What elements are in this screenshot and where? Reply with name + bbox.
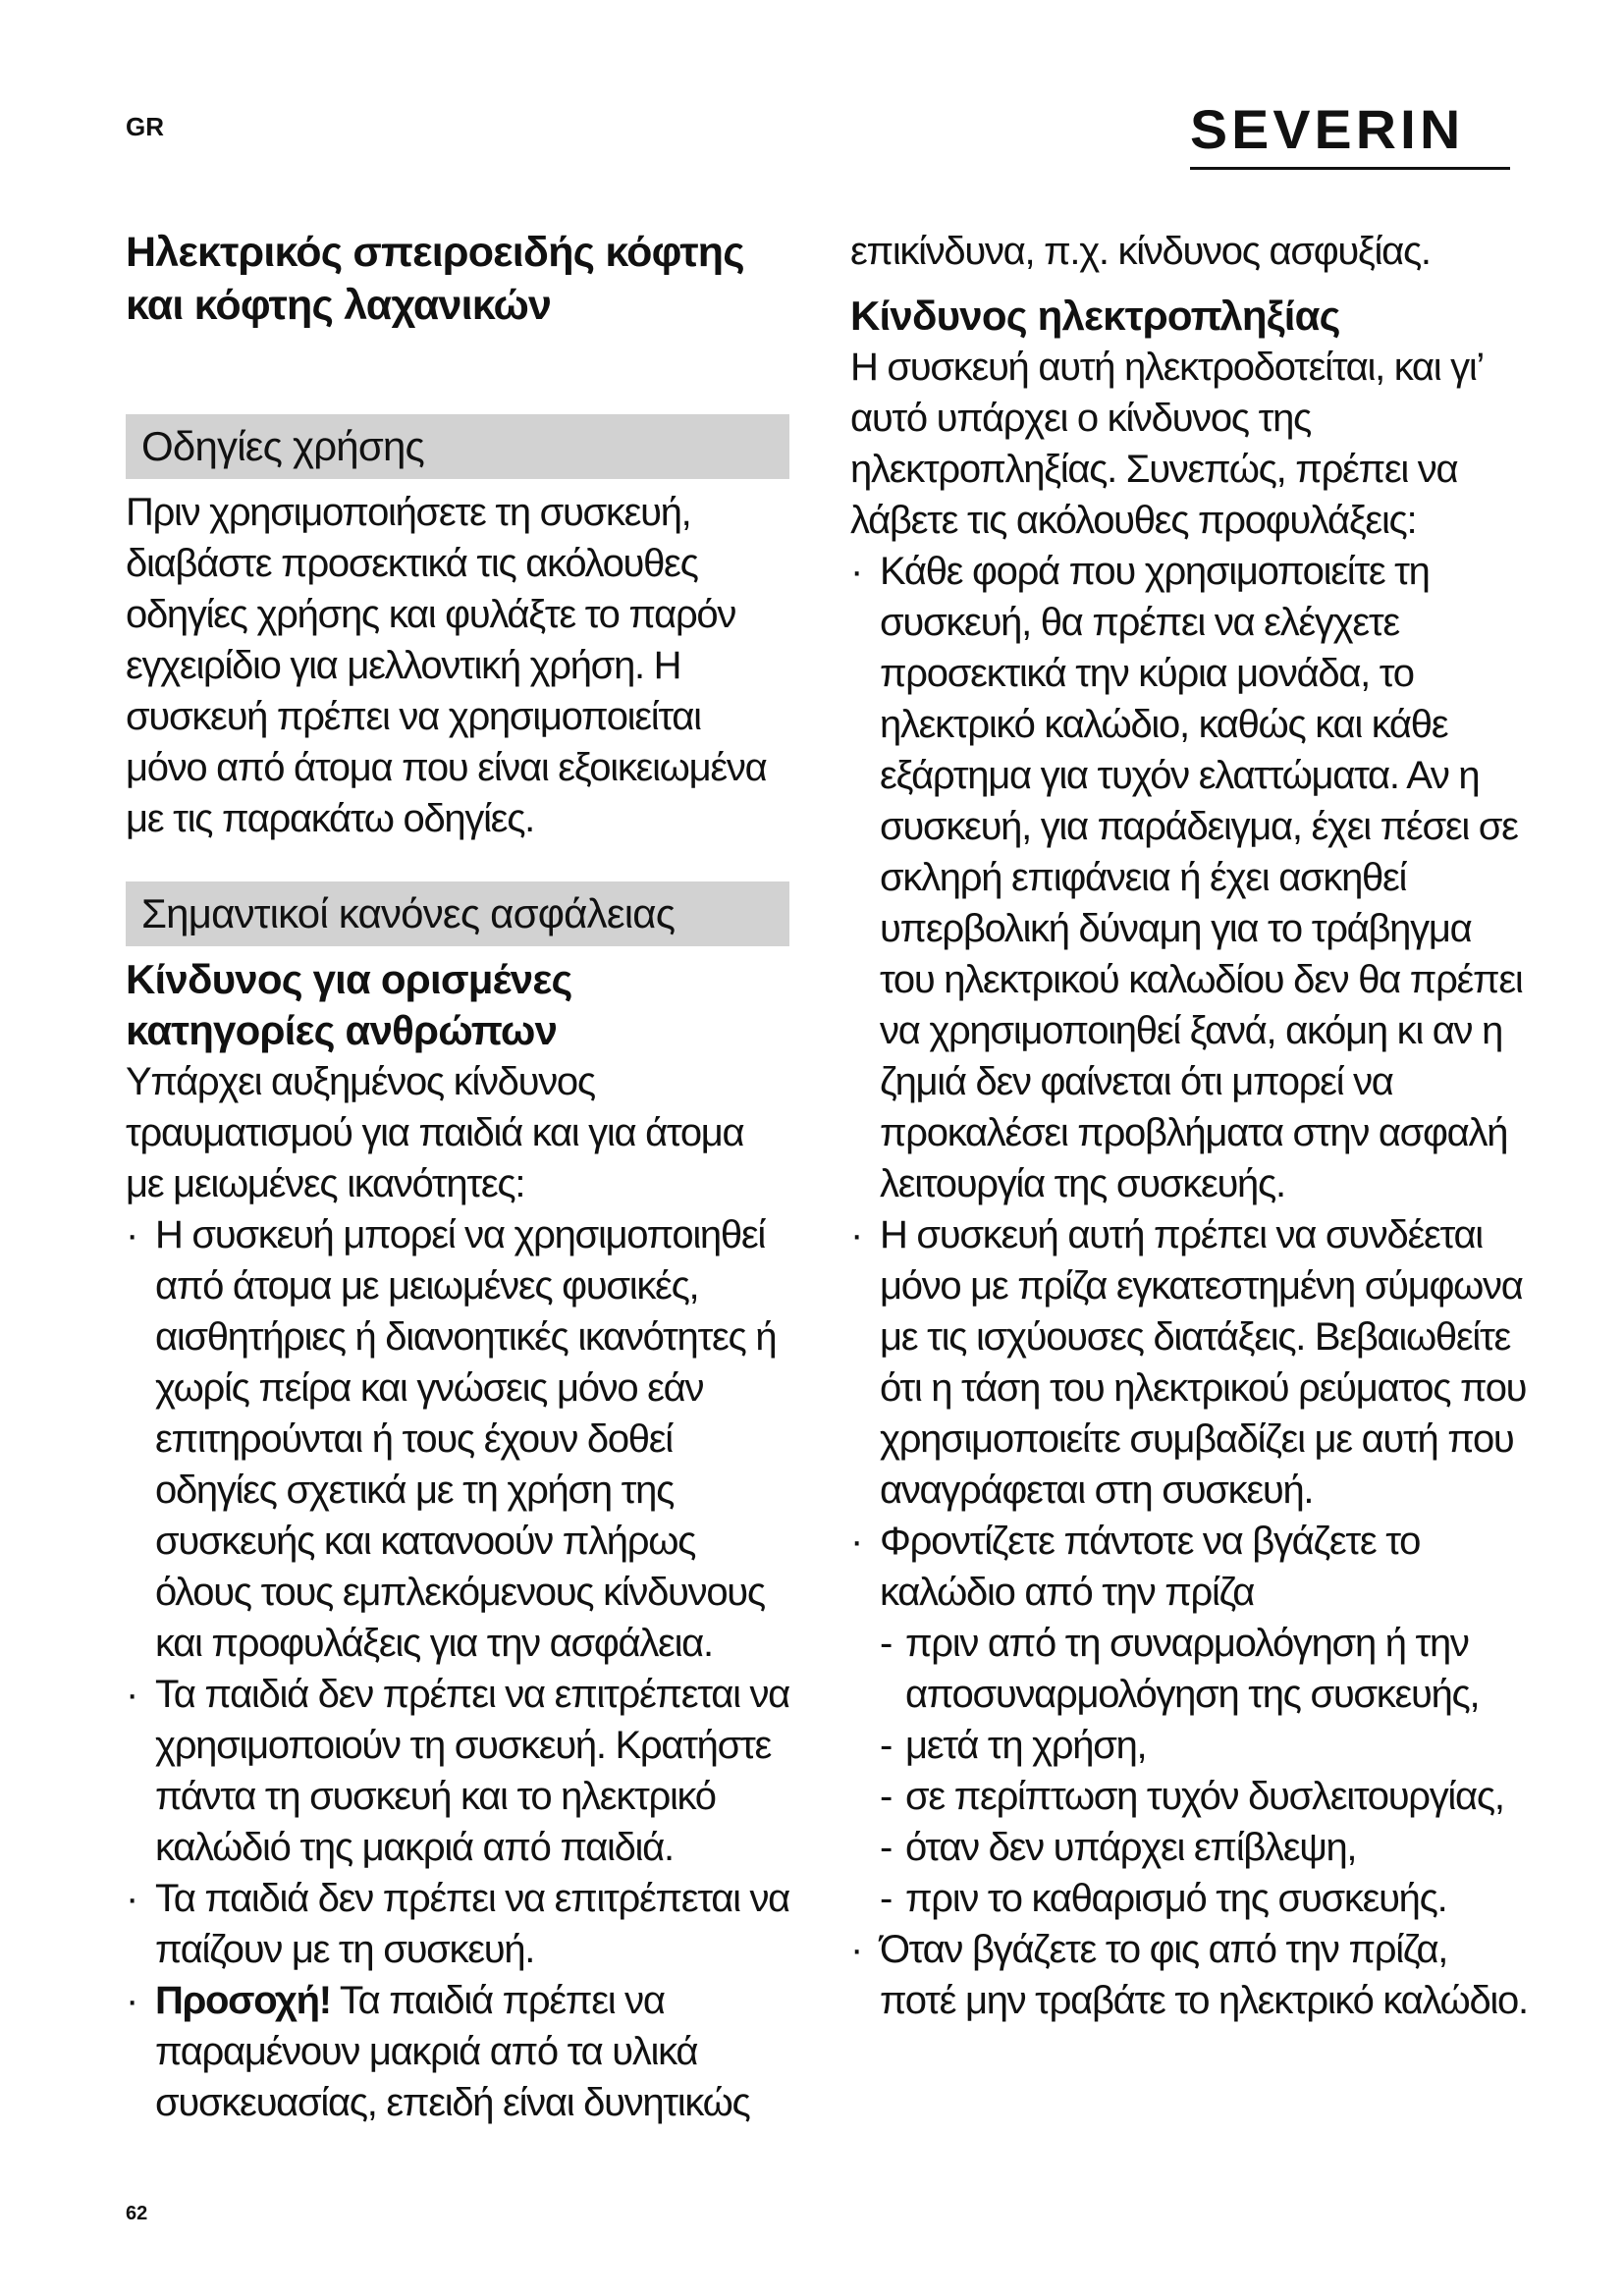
caution-label: Προσοχή!: [155, 1979, 331, 2022]
right-column: [850, 226, 1528, 2026]
bullet-marker: ·: [850, 1213, 863, 1256]
list-item: [880, 1618, 1528, 1720]
list-item: [850, 1209, 1528, 1516]
continuation-text: επικίνδυνα, π.χ. κίνδυνος ασφυξίας.: [850, 230, 1431, 273]
title-line-2: και κόφτης λαχανικών: [126, 282, 552, 329]
list-item-text: Φροντίζετε πάντοτε να βγάζετε το καλώδιο από την πρίζα: [880, 1520, 1421, 1614]
section-heading-instructions: Οδηγίες χρήσης: [126, 414, 789, 479]
title-line-1: Ηλεκτρικός σπειροειδής κόφτης: [126, 229, 744, 276]
list-item: [880, 1720, 1528, 1771]
brand-logo: [1190, 98, 1510, 169]
dash-marker: -: [880, 1826, 893, 1869]
dash-marker: -: [880, 1877, 893, 1920]
brand-name: SEVERIN: [1190, 98, 1465, 160]
document-title: [126, 226, 789, 332]
subheading-risk-groups: Κίνδυνος για ορισμένες κατηγορίες ανθρώπων: [126, 956, 572, 1053]
dash-marker: -: [880, 1775, 893, 1818]
list-item-text: Όταν βγάζετε το φις από την πρίζα, ποτέ μην τραβάτε το ηλεκτρικό καλώδιο.: [880, 1928, 1528, 2022]
intro-paragraph: Πριν χρησιμοποιήσετε τη συσκευή, διαβάστε προσεκτικά τις ακόλουθες οδηγίες χρήσης και φυλάξτε το παρόν εγχειρίδιο για μελλοντική χρήση. Η συσκευή πρέπει να χρησιμοποιείται μόνο από άτομα που είναι εξοικειωμένα με τις παρακάτω οδηγίες.: [126, 491, 767, 840]
subheading-electric-shock: Κίνδυνος ηλεκτροπληξίας: [850, 293, 1340, 339]
safety-bullet-list: [126, 1209, 789, 2128]
bullet-marker: ·: [850, 550, 863, 593]
electric-intro-paragraph: Η συσκευή αυτή ηλεκτροδοτείται, και γι’ αυτό υπάρχει ο κίνδυνος της ηλεκτροπληξίας. Συνεπώς, πρέπει να λάβετε τις ακόλουθες προφυλάξεις:: [850, 346, 1483, 542]
list-item: [880, 1771, 1528, 1822]
bullet-marker: ·: [126, 1673, 138, 1716]
list-item-text: Η συσκευή αυτή πρέπει να συνδέεται μόνο με πρίζα εγκατεστημένη σύμφωνα με τις ισχύουσες διατάξεις. Βεβαιωθείτε ότι η τάση του ηλεκτρικού ρεύματος που χρησιμοποιείτε συμβαδίζει με αυτή που αναγράφεται στη συσκευή.: [880, 1213, 1527, 1512]
list-item: [126, 1975, 789, 2128]
list-item-text: Τα παιδιά δεν πρέπει να επιτρέπεται να χρησιμοποιούν τη συσκευή. Κρατήστε πάντα τη συσκευή και το ηλεκτρικό καλώδιό της μακριά από παιδιά.: [155, 1673, 789, 1869]
bullet-marker: ·: [850, 1520, 863, 1563]
caution-text: Τα παιδιά πρέπει να παραμένουν μακριά από τα υλικά συσκευασίας, επειδή είναι δυνητικώς: [155, 1979, 750, 2124]
list-item-text: μετά τη χρήση,: [905, 1724, 1147, 1767]
page-number: 62: [126, 2203, 148, 2224]
list-item: [850, 546, 1528, 1209]
language-code: GR: [126, 112, 164, 141]
bullet-marker: ·: [850, 1928, 863, 1971]
unplug-conditions-list: [880, 1618, 1528, 1924]
list-item: [126, 1209, 789, 1669]
list-item-text: όταν δεν υπάρχει επίβλεψη,: [905, 1826, 1357, 1869]
dash-marker: -: [880, 1724, 893, 1767]
list-item: [126, 1873, 789, 1975]
list-item: [880, 1873, 1528, 1924]
risk-paragraph: Υπάρχει αυξημένος κίνδυνος τραυματισμού για παιδιά και για άτομα με μειωμένες ικανότητες:: [126, 1060, 744, 1205]
left-column: [126, 226, 789, 2128]
list-item-text: σε περίπτωση τυχόν δυσλειτουργίας,: [905, 1775, 1504, 1818]
logo-underline: [1190, 167, 1510, 170]
list-item-text: Κάθε φορά που χρησιμοποιείτε τη συσκευή, θα πρέπει να ελέγχετε προσεκτικά την κύρια μονάδα, το ηλεκτρικό καλώδιο, καθώς και κάθε εξάρτημα για τυχόν ελαττώματα. Αν η συσκευή, για παράδειγμα, έχει πέσει σε σκληρή επιφάνεια ή έχει ασκηθεί υπερβολική δύναμη για το τράβηγμα του ηλεκτρικού καλωδίου δεν θα πρέπει να χρησιμοποιηθεί ξανά, ακόμη κι αν η ζημιά δεν φαίνεται ότι μπορεί να προκαλέσει προβλήματα στην ασφαλή λειτουργία της συσκευής.: [880, 550, 1523, 1205]
list-item-text: πριν το καθαρισμό της συσκευής.: [905, 1877, 1447, 1920]
list-item-text: Τα παιδιά δεν πρέπει να επιτρέπεται να παίζουν με τη συσκευή.: [155, 1877, 789, 1971]
list-item-text: Η συσκευή μπορεί να χρησιμοποιηθεί από άτομα με μειωμένες φυσικές, αισθητήριες ή διανοητικές ικανότητες ή χωρίς πείρα και γνώσεις μόνο εάν επιτηρούνται ή τους έχουν δοθεί οδηγίες σχετικά με τη χρήση της συσκευής και κατανοούν πλήρως όλους τους εμπλεκόμενους κίνδυνους και προφυλάξεις για την ασφάλεια.: [155, 1213, 777, 1665]
list-item: [850, 1516, 1528, 1924]
bullet-marker: ·: [126, 1877, 138, 1920]
bullet-marker: ·: [126, 1979, 138, 2022]
bullet-marker: ·: [126, 1213, 138, 1256]
dash-marker: -: [880, 1622, 893, 1665]
list-item-text: πριν από τη συναρμολόγηση ή την αποσυναρμολόγηση της συσκευής,: [905, 1622, 1480, 1716]
list-item: [850, 1924, 1528, 2026]
list-item: [880, 1822, 1528, 1873]
list-item: [126, 1669, 789, 1873]
electric-bullet-list: [850, 546, 1528, 2026]
section-heading-safety: Σημαντικοί κανόνες ασφάλειας: [126, 881, 789, 946]
